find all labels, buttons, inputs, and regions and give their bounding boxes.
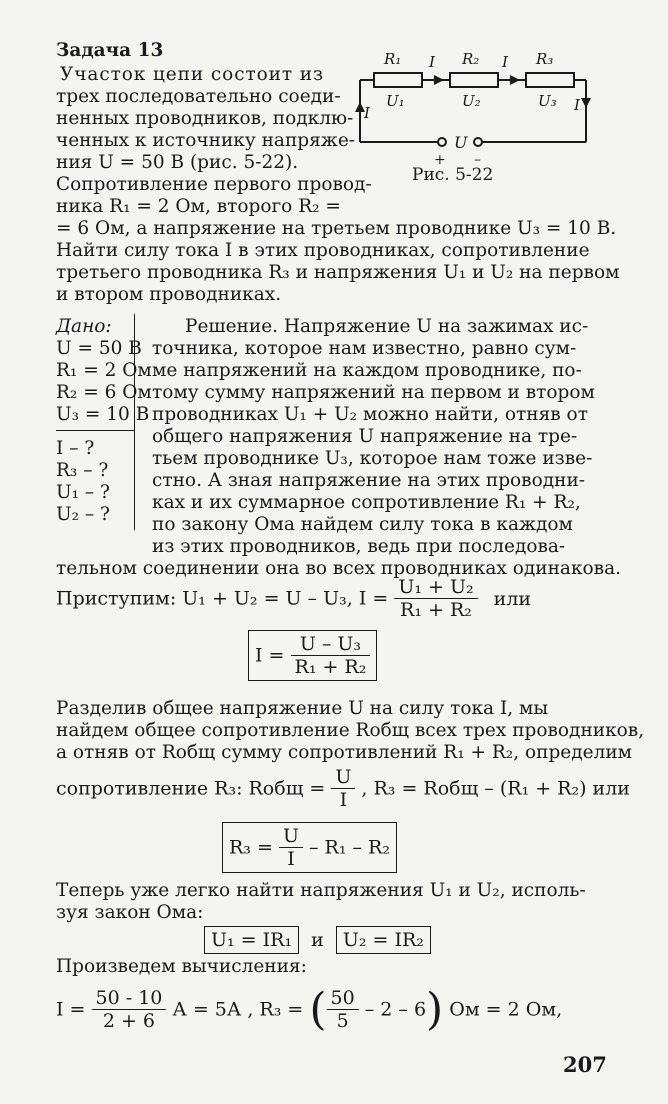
para2-line: Разделив общее напряжение U на силу тока I, мы xyxy=(56,698,549,719)
eq1-suffix: или xyxy=(493,587,532,610)
equation-1 xyxy=(56,576,531,621)
given-item: R₂ = 6 Ом xyxy=(56,382,152,403)
unknown-item: I – ? xyxy=(56,438,95,459)
eq2-prefix: сопротивление R₃: Rобщ = xyxy=(56,777,326,800)
given-item: R₁ = 2 Ом xyxy=(56,360,152,381)
solution-line: Решение. Напряжение U на зажимах ис- xyxy=(185,316,589,337)
para3-line: Теперь уже легко найти напряжения U₁ и U₂, исполь- xyxy=(56,880,586,901)
eq1-fraction xyxy=(394,576,477,621)
label-u3: U₃ xyxy=(538,92,557,110)
given-item: U₃ = 10 В xyxy=(56,404,150,425)
task-line: = 6 Ом, а напряжение на третьем проводнике U₃ = 10 В. xyxy=(56,218,617,239)
paren-right: ) xyxy=(426,984,444,1035)
label-u2: U₂ xyxy=(462,92,481,110)
paren-left: ( xyxy=(309,984,327,1035)
task-line: третьего проводника R₃ и напряжения U₁ и U₂ на первом xyxy=(56,262,620,283)
intro-line: ненных проводников, подклю- xyxy=(56,108,354,129)
page-number: 207 xyxy=(563,1052,607,1077)
calculation xyxy=(56,984,562,1035)
unknown-item: R₃ – ? xyxy=(56,460,109,481)
box1-den: R₁ + R₂ xyxy=(294,656,367,678)
label-minus: – xyxy=(474,152,481,168)
para2-line: найдем общее сопротивление Rобщ всех трех проводников, xyxy=(56,720,645,741)
label-r1: R₁ xyxy=(384,50,402,68)
equation-2 xyxy=(56,766,630,811)
para3-line: зуя закон Ома: xyxy=(56,902,204,923)
ohm-box-u1: U₁ = IR₁ xyxy=(204,926,299,954)
figure-caption: Рис. 5-22 xyxy=(412,165,494,185)
resistor-r1 xyxy=(374,73,422,87)
current-arrow-1 xyxy=(434,75,444,85)
eq2-den: I xyxy=(339,789,348,811)
given-item: U = 50 В xyxy=(56,338,142,359)
solution-line: по закону Ома найдем силу тока в каждом xyxy=(152,514,573,535)
intro-line: ния U = 50 В (рис. 5-22). xyxy=(56,152,299,173)
box2-num: U xyxy=(279,825,303,848)
solution-line: стно. А зная напряжение на этих проводни- xyxy=(152,470,586,491)
calc-tail: Ом = 2 Ом, xyxy=(449,998,563,1021)
box2-den: I xyxy=(287,848,295,870)
task-line: Найти силу тока I в этих проводниках, сопротивление xyxy=(56,240,590,261)
label-i-1: I xyxy=(429,53,435,71)
solution-line: проводниках U₁ + U₂ можно найти, отняв от xyxy=(152,404,588,425)
unknown-item: U₁ – ? xyxy=(56,482,110,503)
task-line: и втором проводниках. xyxy=(56,284,282,305)
eq1-den: R₁ + R₂ xyxy=(400,599,472,621)
eq2-num: U xyxy=(331,766,355,789)
label-u: U xyxy=(454,133,468,152)
box2-rest: – R₁ – R₂ xyxy=(309,836,390,859)
label-r3: R₃ xyxy=(536,50,554,68)
ohm-conj: и xyxy=(311,929,324,951)
current-arrow-right xyxy=(581,98,591,108)
solution-line: ках и их суммарное сопротивление R₁ + R₂, xyxy=(152,492,581,513)
given-divider-h xyxy=(56,430,134,431)
task-title: Задача 13 xyxy=(56,40,164,61)
box1-num: U – U₃ xyxy=(291,633,371,656)
calc-mid: А = 5А , R₃ = xyxy=(172,998,304,1021)
label-i-2: I xyxy=(502,53,508,71)
solution-line: ме напряжений на каждом проводнике, по- xyxy=(152,360,582,381)
solution-line: общего напряжения U напряжение на тре- xyxy=(152,426,578,447)
current-arrow-2 xyxy=(510,75,520,85)
calc-inner-den: 5 xyxy=(336,1010,349,1032)
label-plus: + xyxy=(434,152,446,168)
label-r2: R₂ xyxy=(462,50,480,68)
calc-inner-num: 50 xyxy=(327,987,359,1010)
para2-line: а отняв от Rобщ сумму сопротивлений R₁ + R₂, определим xyxy=(56,742,633,763)
calc-title: Произведем вычисления: xyxy=(56,956,307,977)
intro-line: Участок цепи состоит из xyxy=(60,64,324,85)
intro-line: ника R₁ = 2 Ом, второго R₂ = xyxy=(56,196,341,217)
solution-line: точника, которое нам известно, равно сум- xyxy=(152,338,577,359)
solution-line: тьем проводнике U₃, которое нам тоже изве- xyxy=(152,448,593,469)
calc-den: 2 + 6 xyxy=(102,1010,156,1032)
label-i-right: I xyxy=(574,96,580,114)
solution-line-full: тельном соединении она во всех проводниках одинакова. xyxy=(56,558,621,579)
label-i-left: I xyxy=(364,104,370,122)
eq2-suffix: , R₃ = Rобщ – (R₁ + R₂) или xyxy=(361,777,630,800)
unknown-item: U₂ – ? xyxy=(56,504,110,525)
resistor-r3 xyxy=(526,73,574,87)
intro-line: Сопротивление первого провод- xyxy=(56,174,372,195)
given-divider-v xyxy=(134,314,135,530)
ohm-box-u2: U₂ = IR₂ xyxy=(336,926,431,954)
terminal-minus xyxy=(474,138,482,146)
label-u1: U₁ xyxy=(386,92,405,110)
box2-lhs: R₃ = xyxy=(229,836,273,859)
given-title: Дано: xyxy=(56,316,112,337)
resistor-r2 xyxy=(450,73,498,87)
boxed-formula-1 xyxy=(248,630,377,681)
calc-lhs: I = xyxy=(56,998,86,1021)
calc-num: 50 - 10 xyxy=(92,987,167,1010)
boxed-formula-2 xyxy=(222,822,397,873)
solution-line: из этих проводников, ведь при последова- xyxy=(152,536,566,557)
intro-line: трех последовательно соеди- xyxy=(56,86,341,107)
calc-inner-rest: – 2 – 6 xyxy=(364,998,427,1021)
box1-lhs: I = xyxy=(255,644,285,667)
ohm-formulas xyxy=(204,926,431,954)
eq1-prefix: Приступим: U₁ + U₂ = U – U₃, I = xyxy=(56,587,389,610)
intro-line: ченных к источнику напряже- xyxy=(56,130,356,151)
eq1-num: U₁ + U₂ xyxy=(394,576,477,599)
terminal-plus xyxy=(438,138,446,146)
solution-line: тому сумму напряжений на первом и втором xyxy=(152,382,595,403)
